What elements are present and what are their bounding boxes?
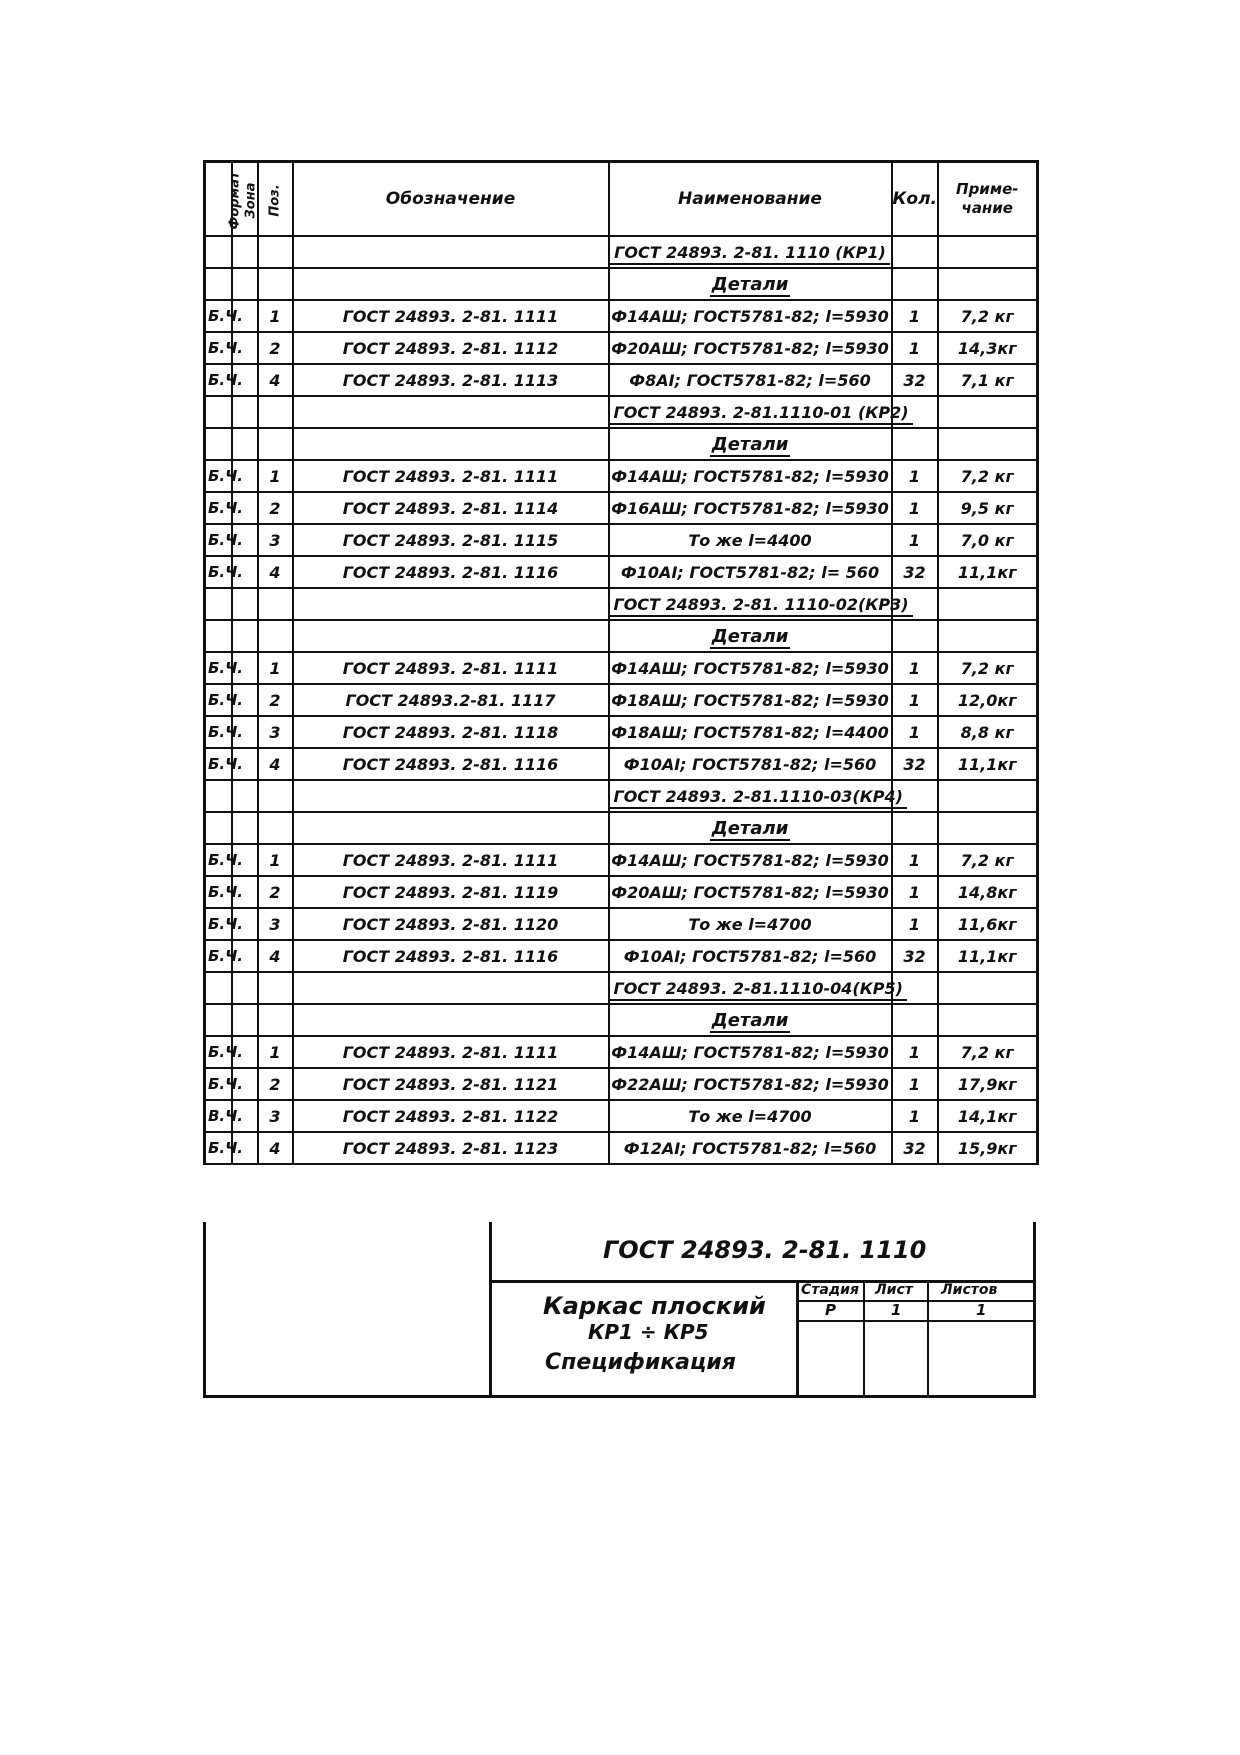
cell-format: [205, 620, 232, 652]
section-title: Детали: [711, 273, 789, 295]
title-line-1: Каркас плоский: [543, 1292, 766, 1320]
section-title: Детали: [711, 625, 789, 647]
table-row: [205, 556, 1038, 588]
cell-name: Ф18АШ; ГОСТ5781-82; l=5930: [609, 684, 892, 716]
cell-note: [938, 428, 1038, 460]
cell-designation: ГОСТ 24893.2-81. 1117: [293, 684, 609, 716]
header-designation: Обозначение: [293, 162, 609, 237]
stage-value: Р: [825, 1301, 836, 1319]
cell-name: Ф22АШ; ГОСТ5781-82; l=5930: [609, 1068, 892, 1100]
cell-pos: 3: [258, 716, 293, 748]
cell-note: 7,0 кг: [938, 524, 1038, 556]
cell-zone: [232, 428, 258, 460]
cell-qty: 1: [892, 492, 938, 524]
cell-designation: [293, 236, 609, 268]
cell-note: 7,2 кг: [938, 1036, 1038, 1068]
cell-format: [205, 236, 232, 268]
cell-designation: [293, 972, 609, 1004]
table-row: [205, 908, 1038, 940]
cell-format: Б.Ч.: [205, 492, 232, 524]
title-block: [203, 1222, 1036, 1398]
cell-pos: 4: [258, 364, 293, 396]
cell-pos: 4: [258, 556, 293, 588]
cell-designation: [293, 396, 609, 428]
cell-format: Б.Ч.: [205, 556, 232, 588]
cell-name: Ф10АI; ГОСТ5781-82; l=560: [609, 748, 892, 780]
cell-pos: [258, 620, 293, 652]
cell-format: Б.Ч.: [205, 652, 232, 684]
cell-format: Б.Ч.: [205, 300, 232, 332]
cell-note: 11,1кг: [938, 940, 1038, 972]
cell-format: Б.Ч.: [205, 1036, 232, 1068]
cell-note: 11,1кг: [938, 748, 1038, 780]
cell-qty: 1: [892, 716, 938, 748]
cell-qty: 1: [892, 524, 938, 556]
cell-note: [938, 1004, 1038, 1036]
table-row: [205, 716, 1038, 748]
cell-designation: [293, 1004, 609, 1036]
cell-qty: [892, 1004, 938, 1036]
cell-pos: 2: [258, 876, 293, 908]
cell-format: В.Ч.: [205, 1100, 232, 1132]
cell-format: Б.Ч.: [205, 748, 232, 780]
assembly-designation: ГОСТ 24893. 2-81.1110-03(КР4): [610, 787, 907, 809]
cell-zone: [232, 972, 258, 1004]
cell-qty: 1: [892, 684, 938, 716]
cell-designation: ГОСТ 24893. 2-81. 1114: [293, 492, 609, 524]
cell-note: 7,2 кг: [938, 844, 1038, 876]
specification-table: [203, 160, 1039, 1165]
stage-label: Стадия: [801, 1282, 859, 1298]
cell-note: [938, 780, 1038, 812]
cell-format: [205, 588, 232, 620]
cell-format: Б.Ч.: [205, 1132, 232, 1164]
table-row: [205, 364, 1038, 396]
cell-qty: 1: [892, 460, 938, 492]
cell-qty: [892, 620, 938, 652]
table-row: [205, 876, 1038, 908]
cell-designation: ГОСТ 24893. 2-81. 1123: [293, 1132, 609, 1164]
cell-note: 7,2 кг: [938, 300, 1038, 332]
cell-qty: 32: [892, 1132, 938, 1164]
section-title: Детали: [711, 1009, 789, 1031]
cell-qty: 1: [892, 1068, 938, 1100]
cell-designation: ГОСТ 24893. 2-81. 1111: [293, 300, 609, 332]
section-title: Детали: [711, 433, 789, 455]
cell-pos: [258, 236, 293, 268]
title-line-2: КР1 ÷ КР5: [588, 1320, 709, 1344]
cell-designation: ГОСТ 24893. 2-81. 1111: [293, 844, 609, 876]
cell-qty: [892, 236, 938, 268]
section-row: [205, 268, 1038, 300]
cell-qty: 32: [892, 940, 938, 972]
cell-designation: ГОСТ 24893. 2-81. 1111: [293, 652, 609, 684]
cell-pos: 2: [258, 492, 293, 524]
cell-pos: 4: [258, 748, 293, 780]
cell-format: Б.Ч.: [205, 684, 232, 716]
cell-qty: 32: [892, 556, 938, 588]
cell-pos: [258, 972, 293, 1004]
cell-designation: ГОСТ 24893. 2-81. 1122: [293, 1100, 609, 1132]
cell-designation: ГОСТ 24893. 2-81. 1111: [293, 460, 609, 492]
cell-pos: 3: [258, 1100, 293, 1132]
sheets-label: Листов: [941, 1282, 998, 1298]
table-row: [205, 1036, 1038, 1068]
cell-format: Б.Ч.: [205, 876, 232, 908]
cell-zone: [232, 236, 258, 268]
cell-designation: [293, 428, 609, 460]
table-header-row: [205, 162, 1038, 237]
cell-designation: [293, 780, 609, 812]
cell-name: Ф18АШ; ГОСТ5781-82; l=4400: [609, 716, 892, 748]
cell-name: Ф10АI; ГОСТ5781-82; l= 560: [609, 556, 892, 588]
cell-qty: 1: [892, 652, 938, 684]
cell-designation: ГОСТ 24893. 2-81. 1111: [293, 1036, 609, 1068]
table-row: [205, 1132, 1038, 1164]
cell-note: [938, 396, 1038, 428]
cell-pos: 2: [258, 332, 293, 364]
header-name: Наименование: [609, 162, 892, 237]
cell-name: [609, 1004, 892, 1036]
cell-name: Ф20АШ; ГОСТ5781-82; l=5930: [609, 332, 892, 364]
section-row: [205, 428, 1038, 460]
cell-zone: [232, 268, 258, 300]
section-row: [205, 1004, 1038, 1036]
header-qty: Кол.: [892, 162, 938, 237]
table-row: [205, 652, 1038, 684]
cell-format: [205, 428, 232, 460]
assembly-designation: ГОСТ 24893. 2-81.1110-01 (КР2): [610, 403, 913, 425]
cell-name: Ф14АШ; ГОСТ5781-82; l=5930: [609, 1036, 892, 1068]
cell-format: Б.Ч.: [205, 940, 232, 972]
cell-zone: [232, 620, 258, 652]
cell-designation: [293, 620, 609, 652]
cell-format: [205, 396, 232, 428]
table-row: [205, 748, 1038, 780]
table-row: [205, 684, 1038, 716]
cell-qty: [892, 428, 938, 460]
cell-note: 8,8 кг: [938, 716, 1038, 748]
cell-pos: 3: [258, 908, 293, 940]
cell-qty: 1: [892, 876, 938, 908]
sheets-value: 1: [976, 1301, 987, 1319]
header-format: Формат: [205, 162, 232, 237]
cell-name: То же l=4400: [609, 524, 892, 556]
assembly-row: [205, 972, 1038, 1004]
cell-qty: 1: [892, 332, 938, 364]
table-row: [205, 300, 1038, 332]
cell-format: Б.Ч.: [205, 716, 232, 748]
cell-format: Б.Ч.: [205, 908, 232, 940]
cell-pos: 1: [258, 1036, 293, 1068]
cell-name: Ф16АШ; ГОСТ5781-82; l=5930: [609, 492, 892, 524]
cell-format: [205, 1004, 232, 1036]
table-row: [205, 940, 1038, 972]
cell-note: 17,9кг: [938, 1068, 1038, 1100]
cell-qty: 1: [892, 300, 938, 332]
cell-name: [609, 428, 892, 460]
cell-name: Ф20АШ; ГОСТ5781-82; l=5930: [609, 876, 892, 908]
cell-pos: [258, 1004, 293, 1036]
cell-zone: [232, 1004, 258, 1036]
cell-qty: 32: [892, 364, 938, 396]
cell-name: Ф14АШ; ГОСТ5781-82; l=5930: [609, 844, 892, 876]
cell-zone: [232, 588, 258, 620]
cell-designation: [293, 268, 609, 300]
cell-name: [609, 780, 903, 812]
cell-format: Б.Ч.: [205, 1068, 232, 1100]
cell-name: Ф14АШ; ГОСТ5781-82; l=5930: [609, 300, 892, 332]
cell-designation: ГОСТ 24893. 2-81. 1118: [293, 716, 609, 748]
cell-qty: [892, 268, 938, 300]
cell-note: 14,8кг: [938, 876, 1038, 908]
cell-pos: 1: [258, 652, 293, 684]
section-title: Детали: [711, 817, 789, 839]
document-number: ГОСТ 24893. 2-81. 1110: [603, 1236, 927, 1264]
sheet-label: Лист: [875, 1282, 913, 1298]
cell-designation: ГОСТ 24893. 2-81. 1121: [293, 1068, 609, 1100]
header-zone: Зона: [232, 162, 258, 237]
assembly-row: [205, 588, 1038, 620]
cell-pos: 1: [258, 300, 293, 332]
cell-pos: [258, 588, 293, 620]
cell-note: [938, 236, 1038, 268]
cell-pos: [258, 428, 293, 460]
cell-format: Б.Ч.: [205, 332, 232, 364]
cell-name: То же l=4700: [609, 908, 892, 940]
assembly-designation: ГОСТ 24893. 2-81. 1110 (КР1): [610, 243, 890, 265]
cell-format: [205, 780, 232, 812]
cell-note: 9,5 кг: [938, 492, 1038, 524]
cell-name: [609, 268, 892, 300]
cell-name: Ф8АI; ГОСТ5781-82; l=560: [609, 364, 892, 396]
cell-designation: ГОСТ 24893. 2-81. 1116: [293, 556, 609, 588]
cell-note: 11,6кг: [938, 908, 1038, 940]
assembly-row: [205, 396, 1038, 428]
cell-designation: [293, 812, 609, 844]
cell-name: Ф10АI; ГОСТ5781-82; l=560: [609, 940, 892, 972]
cell-designation: ГОСТ 24893. 2-81. 1119: [293, 876, 609, 908]
table-row: [205, 1068, 1038, 1100]
cell-format: [205, 268, 232, 300]
cell-pos: 4: [258, 940, 293, 972]
cell-designation: ГОСТ 24893. 2-81. 1120: [293, 908, 609, 940]
cell-note: [938, 620, 1038, 652]
table-row: [205, 844, 1038, 876]
cell-name: [609, 396, 909, 428]
cell-note: 15,9кг: [938, 1132, 1038, 1164]
cell-note: 7,1 кг: [938, 364, 1038, 396]
cell-pos: 2: [258, 684, 293, 716]
cell-format: Б.Ч.: [205, 524, 232, 556]
assembly-designation: ГОСТ 24893. 2-81. 1110-02(КР3): [610, 595, 913, 617]
assembly-designation: ГОСТ 24893. 2-81.1110-04(КР5): [610, 979, 907, 1001]
cell-qty: 1: [892, 1100, 938, 1132]
cell-pos: [258, 396, 293, 428]
cell-pos: 2: [258, 1068, 293, 1100]
cell-format: Б.Ч.: [205, 364, 232, 396]
cell-note: 7,2 кг: [938, 460, 1038, 492]
assembly-row: [205, 236, 1038, 268]
section-row: [205, 620, 1038, 652]
assembly-row: [205, 780, 1038, 812]
cell-pos: 1: [258, 844, 293, 876]
section-row: [205, 812, 1038, 844]
cell-qty: 1: [892, 908, 938, 940]
cell-note: 12,0кг: [938, 684, 1038, 716]
table-row: [205, 460, 1038, 492]
header-note: Приме- чание: [938, 162, 1038, 237]
cell-designation: ГОСТ 24893. 2-81. 1113: [293, 364, 609, 396]
sheet-value: 1: [891, 1301, 902, 1319]
cell-qty: 32: [892, 748, 938, 780]
cell-name: [609, 972, 903, 1004]
cell-note: 14,1кг: [938, 1100, 1038, 1132]
cell-name: Ф14АШ; ГОСТ5781-82; l=5930: [609, 460, 892, 492]
cell-name: [609, 812, 892, 844]
cell-pos: 1: [258, 460, 293, 492]
cell-format: Б.Ч.: [205, 844, 232, 876]
cell-pos: [258, 268, 293, 300]
cell-pos: [258, 812, 293, 844]
cell-designation: ГОСТ 24893. 2-81. 1115: [293, 524, 609, 556]
table-row: [205, 492, 1038, 524]
cell-qty: 1: [892, 1036, 938, 1068]
cell-name: [609, 588, 909, 620]
table-row: [205, 1100, 1038, 1132]
cell-format: [205, 972, 232, 1004]
cell-designation: ГОСТ 24893. 2-81. 1116: [293, 940, 609, 972]
cell-zone: [232, 780, 258, 812]
cell-designation: [293, 588, 609, 620]
cell-note: [938, 812, 1038, 844]
cell-note: 11,1кг: [938, 556, 1038, 588]
cell-note: [938, 268, 1038, 300]
cell-note: [938, 588, 1038, 620]
table-row: [205, 524, 1038, 556]
cell-qty: 1: [892, 844, 938, 876]
cell-name: [609, 236, 892, 268]
title-line-3: Спецификация: [545, 1350, 736, 1375]
cell-pos: 3: [258, 524, 293, 556]
cell-zone: [232, 812, 258, 844]
cell-format: Б.Ч.: [205, 460, 232, 492]
cell-zone: [232, 396, 258, 428]
cell-name: Ф14АШ; ГОСТ5781-82; l=5930: [609, 652, 892, 684]
cell-note: 7,2 кг: [938, 652, 1038, 684]
header-pos: Поз.: [258, 162, 293, 237]
cell-note: 14,3кг: [938, 332, 1038, 364]
cell-note: [938, 972, 1038, 1004]
cell-name: Ф12АI; ГОСТ5781-82; l=560: [609, 1132, 892, 1164]
cell-name: То же l=4700: [609, 1100, 892, 1132]
specification-sheet: [203, 160, 1036, 1165]
cell-pos: [258, 780, 293, 812]
cell-pos: 4: [258, 1132, 293, 1164]
cell-designation: ГОСТ 24893. 2-81. 1116: [293, 748, 609, 780]
table-row: [205, 332, 1038, 364]
cell-designation: ГОСТ 24893. 2-81. 1112: [293, 332, 609, 364]
cell-name: [609, 620, 892, 652]
cell-qty: [892, 812, 938, 844]
cell-format: [205, 812, 232, 844]
